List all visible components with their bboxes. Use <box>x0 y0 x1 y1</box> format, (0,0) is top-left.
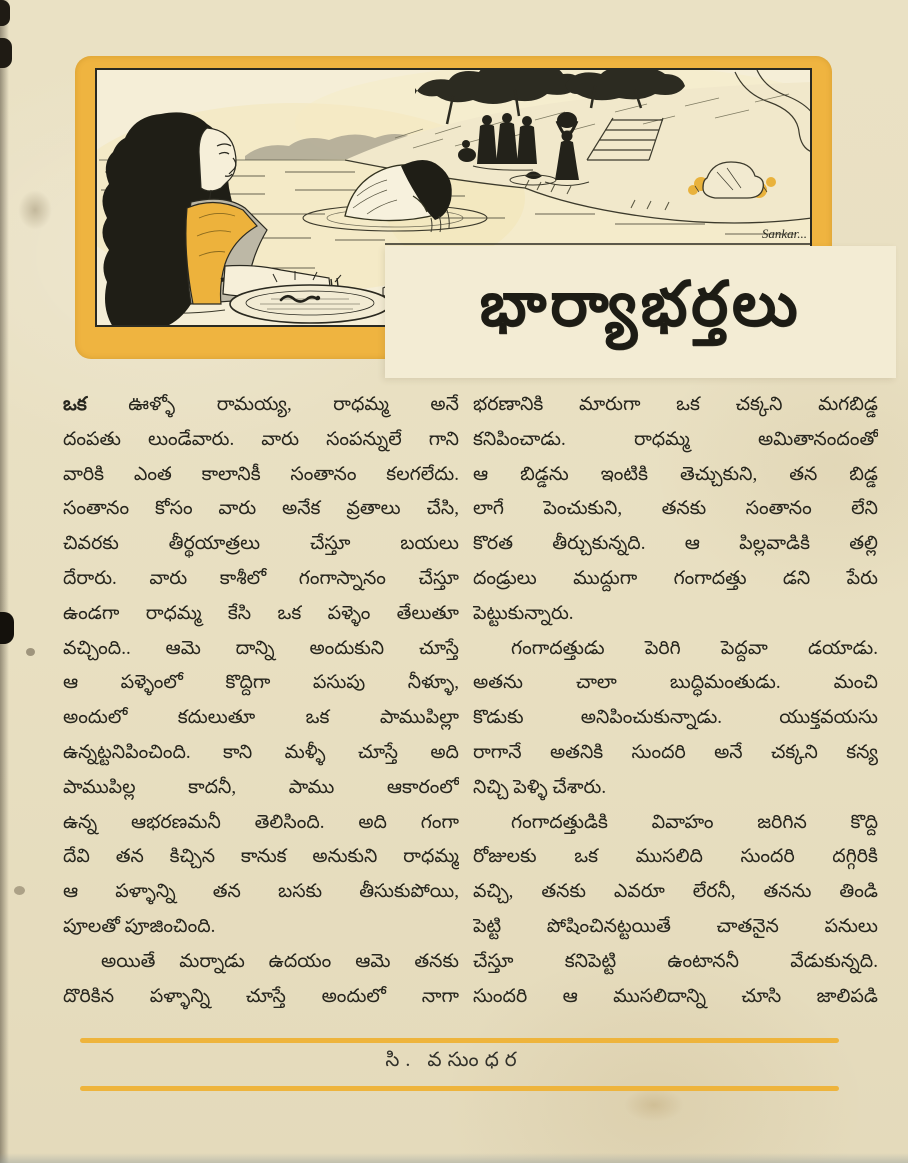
paper-smudge <box>26 648 35 656</box>
text-line <box>473 632 878 667</box>
word: ఎంత <box>133 463 172 485</box>
word: కానుక <box>240 846 287 868</box>
text-line <box>63 980 459 1015</box>
word: డని <box>782 567 811 589</box>
word: కాశీలో <box>219 567 267 589</box>
word: తన <box>115 846 144 868</box>
word: చేస్తూ <box>309 533 351 555</box>
word: తెలిసింది. <box>254 811 325 833</box>
word: అది <box>430 741 459 763</box>
word: చాతనైన <box>716 915 779 937</box>
text-line <box>63 701 459 736</box>
word: తల్లి <box>849 533 878 555</box>
word: తనకు <box>541 881 586 903</box>
word: కలగలేదు. <box>386 463 459 485</box>
artist-signature: Sankar... <box>761 226 807 241</box>
word: అయితే <box>101 950 156 972</box>
text-line <box>63 597 459 632</box>
word: గంగాదత్తుడికి <box>511 811 608 833</box>
text-column-right <box>473 388 878 1014</box>
word: రాధమ్మ <box>333 394 389 415</box>
paragraph <box>63 388 459 945</box>
word: తీర్థయాత్రలు <box>168 533 261 555</box>
word: ఉంటాననీ <box>667 950 739 972</box>
word: దొరికిన <box>63 985 115 1007</box>
text-line <box>63 632 459 667</box>
text-line <box>63 388 459 423</box>
word: గంగా <box>420 811 459 833</box>
word: బయలు <box>400 533 459 555</box>
word: గాని <box>428 428 459 450</box>
word: కొద్దిగా <box>225 672 271 694</box>
text-line <box>473 840 878 875</box>
word: పాము <box>288 776 335 798</box>
text-line: పూలతో పూజించింది. <box>63 915 216 937</box>
word: లుండేవారు. <box>147 428 235 450</box>
word: నాగా <box>421 985 459 1007</box>
word: అనే <box>714 741 743 763</box>
word: అతనికి <box>549 741 604 763</box>
word: అమితానందంతో <box>757 428 878 450</box>
word: వివాహం <box>651 811 714 833</box>
word: ఉదయం <box>268 950 332 972</box>
word: పెంచుకుని, <box>543 498 623 520</box>
word: సంతానం <box>63 498 130 520</box>
word: తిండి <box>839 881 878 903</box>
scan-artifact <box>0 612 14 644</box>
text-line <box>473 875 878 910</box>
word: జాలిపడి <box>816 985 878 1007</box>
word: ఆభరణమనీ <box>130 811 221 833</box>
word: కాలానికీ <box>201 463 261 485</box>
word: ఉన్నట్టనిపించింది. <box>63 741 191 763</box>
word: సుందరి <box>740 846 795 868</box>
word: దేరారు. <box>63 567 117 589</box>
word: చివరకు <box>63 533 119 555</box>
word: అనిపించుకున్నాడు. <box>580 707 723 729</box>
text-line <box>63 840 459 875</box>
text-line <box>63 945 459 980</box>
word: ఊళ్ళో <box>128 394 176 415</box>
word: మంచి <box>833 672 878 694</box>
word: చూస్తే <box>418 637 459 659</box>
scan-artifact <box>0 38 12 68</box>
word: తేలుతూ <box>396 602 459 624</box>
text-line <box>473 666 878 701</box>
word: అందులో <box>321 985 386 1007</box>
word: అది <box>358 811 387 833</box>
text-line <box>63 527 459 562</box>
word: కనిపించాడు. <box>473 428 566 450</box>
text-line <box>63 423 459 458</box>
word: వారు <box>261 428 300 450</box>
scan-artifact <box>0 0 10 26</box>
word: అందుకుని <box>309 637 385 659</box>
word: తన <box>212 881 241 903</box>
word: వారికి <box>63 463 105 485</box>
word: పళ్ళాన్ని <box>149 985 211 1007</box>
word: ఉండగా <box>63 602 120 624</box>
text-line <box>63 562 459 597</box>
story-title: భార్యాభర్తలు <box>479 270 802 339</box>
word: రాగానే <box>473 741 522 763</box>
text-line <box>63 875 459 910</box>
word: చూసి <box>741 985 782 1007</box>
word: తనకు <box>661 498 707 520</box>
word: బసకు <box>278 881 323 903</box>
word: తీర్చుకున్నది. <box>552 533 646 555</box>
text-line <box>63 736 459 771</box>
word: గంగాస్నానం <box>298 567 386 589</box>
word: వేడుకున్నది. <box>790 950 878 972</box>
word: కన్య <box>846 741 878 763</box>
word: అందులో <box>63 707 128 729</box>
word: ఆకారంలో <box>386 776 459 798</box>
word: తనకు <box>414 950 459 972</box>
text-column-left <box>63 388 459 1014</box>
text-line: పెట్టుకున్నారు. <box>473 602 574 624</box>
word: అనే <box>430 394 459 415</box>
word: వ్రతాలు <box>346 498 401 520</box>
word: చేస్తూ <box>418 567 459 589</box>
word: తెచ్చుకుని, <box>679 463 758 485</box>
word: రోజులకు <box>473 846 537 868</box>
word: అతను <box>473 672 523 694</box>
text-line <box>473 492 878 527</box>
word: కనిపెట్టి <box>564 950 617 972</box>
word: పళ్ళెం <box>327 602 371 624</box>
title-box <box>385 246 896 378</box>
word: రాధమ్మ <box>145 602 202 624</box>
scan-edge-left <box>0 0 9 1163</box>
word: ఒక <box>63 394 87 415</box>
word: పళ్ళెంలో <box>120 672 183 694</box>
word: ఆ <box>562 985 578 1007</box>
word: పోషించినట్టయితే <box>546 915 671 937</box>
word: ముసలిదాన్ని <box>613 985 707 1007</box>
word: రాధమ్మ <box>403 846 459 868</box>
word: తనను <box>763 881 812 903</box>
word: చూస్తే <box>245 985 286 1007</box>
scan-edge-bottom <box>0 1153 908 1163</box>
word: సుందరి <box>473 985 528 1007</box>
paragraph <box>63 945 459 1015</box>
word: కిచ్చిన <box>169 846 216 868</box>
text-line <box>473 701 878 736</box>
paper-smudge <box>14 886 25 895</box>
word: ఆ <box>63 672 79 694</box>
footer-rule-bottom <box>80 1086 839 1091</box>
word: మారుగా <box>578 394 641 415</box>
word: బుద్ధిమంతుడు. <box>669 672 781 694</box>
word: పేరు <box>846 567 878 589</box>
word: డయాడు. <box>807 637 878 659</box>
author-name: సి. వసుంధర <box>385 1049 523 1071</box>
word: ఆ <box>684 533 700 555</box>
word: తీసుకుపోయి, <box>359 881 459 903</box>
paragraph <box>473 806 878 1015</box>
word: చూస్తే <box>357 741 398 763</box>
word: పెట్టి <box>473 915 502 937</box>
word: కొడుకు <box>473 707 524 729</box>
word: తన <box>789 463 818 485</box>
word: భరణానికి <box>473 394 544 415</box>
word: చేసి, <box>426 498 459 520</box>
word: వారు <box>218 498 257 520</box>
text-line <box>473 458 878 493</box>
text-line <box>473 806 878 841</box>
word: ఒక <box>277 602 302 624</box>
word: ఒక <box>305 707 330 729</box>
word: పసుపు <box>312 672 366 694</box>
word: నీళ్ళూ, <box>407 672 459 694</box>
text-line <box>473 388 878 423</box>
word: కొద్ది <box>850 811 878 833</box>
text-line <box>473 910 878 945</box>
word: దండ్రులు <box>473 567 537 589</box>
word: ఎవరూ <box>613 881 665 903</box>
word: కొరత <box>473 533 513 555</box>
word: చేస్తూ <box>473 950 514 972</box>
word: ఇంటికి <box>600 463 649 485</box>
word: గంగాదత్తు <box>673 567 747 589</box>
text-line <box>63 771 459 806</box>
word: మగబిడ్డ <box>818 394 878 415</box>
word: లేని <box>851 498 878 520</box>
word: చాలా <box>575 672 617 694</box>
word: పనులు <box>824 915 878 937</box>
word: ఒక <box>676 394 700 415</box>
word: మర్నాడు <box>179 950 245 972</box>
word: అనుకుని <box>312 846 378 868</box>
text-line <box>473 945 878 980</box>
word: గంగాదత్తుడు <box>511 637 605 659</box>
word: లాగే <box>473 498 504 520</box>
text-line <box>473 423 878 458</box>
word: చక్కని <box>770 741 818 763</box>
word: పళ్ళాన్ని <box>115 881 176 903</box>
word: వచ్చి, <box>473 881 514 903</box>
word: పిల్లవాడికి <box>739 533 810 555</box>
text-line <box>63 806 459 841</box>
text-line <box>63 666 459 701</box>
word: దాన్ని <box>235 637 275 659</box>
word: అనేక <box>282 498 321 520</box>
word: జరిగిన <box>757 811 807 833</box>
word: పాముపిల్లా <box>379 707 459 729</box>
word: ఆ <box>473 463 489 485</box>
word: ఆమె <box>355 950 391 972</box>
word: ముసలిది <box>635 846 703 868</box>
paper-stain <box>624 1088 684 1122</box>
word: సుందరి <box>631 741 686 763</box>
word: ఉన్న <box>63 811 98 833</box>
word: బిడ్డను <box>520 463 569 485</box>
footer-rule-top <box>80 1038 839 1043</box>
text-line <box>473 736 878 771</box>
word: సంతానం <box>290 463 357 485</box>
word: దంపతు <box>63 428 121 450</box>
word: పాముపిల్ల <box>63 776 136 798</box>
word: ఆ <box>63 881 79 903</box>
word: కాదనీ, <box>188 776 237 798</box>
text-line <box>63 458 459 493</box>
word: కదులుతూ <box>177 707 256 729</box>
word: పెరిగి <box>644 637 681 659</box>
word: కోసం <box>154 498 193 520</box>
word: సంతానం <box>745 498 812 520</box>
word: చక్కని <box>735 394 783 415</box>
word: కేసి <box>227 602 252 624</box>
word: ముద్దుగా <box>573 567 638 589</box>
text-line <box>63 492 459 527</box>
word: మళ్ళీ <box>284 741 326 763</box>
text-line <box>473 562 878 597</box>
word: కాని <box>223 741 253 763</box>
word: వచ్చింది.. <box>63 637 131 659</box>
word: లేరనీ, <box>692 881 736 903</box>
word: దేవి <box>63 846 90 868</box>
text-line <box>473 527 878 562</box>
word: బిడ్డ <box>849 463 878 485</box>
word: యుక్తవయసు <box>779 707 878 729</box>
story-text <box>63 388 878 1014</box>
word: సంపన్నులే <box>326 428 402 450</box>
word: దగ్గిరికి <box>832 846 878 868</box>
word: పెద్దవా <box>720 637 768 659</box>
word: రాధమ్మ <box>633 428 690 450</box>
text-line <box>473 980 878 1015</box>
word: ఆమె <box>165 637 201 659</box>
text-line: నిచ్చి పెళ్ళి చేశారు. <box>473 776 607 798</box>
paper-smudge <box>18 190 52 230</box>
word: వారు <box>149 567 188 589</box>
word: ఒక <box>574 846 598 868</box>
paragraph <box>473 632 878 806</box>
word: రామయ్య, <box>216 394 292 415</box>
paragraph <box>473 388 878 632</box>
